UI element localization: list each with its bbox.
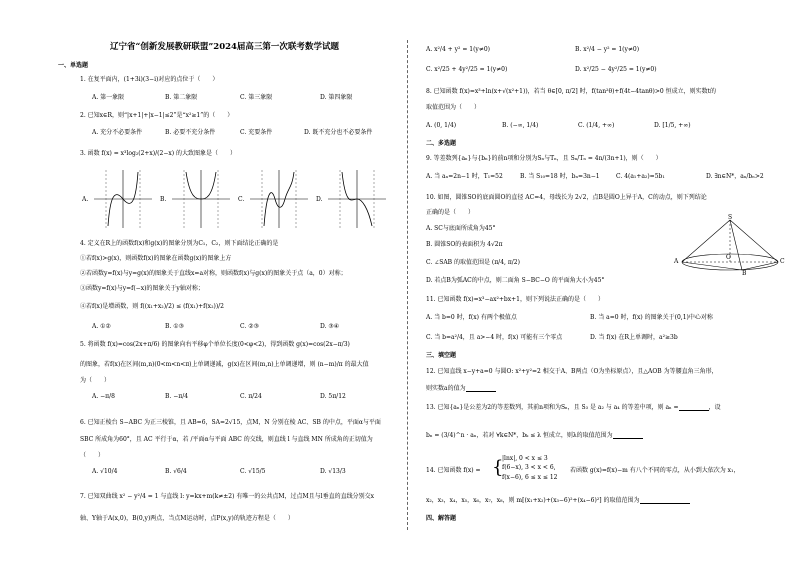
q1-option-d: D. 第四象限 [320,94,353,101]
q2-option-b: B. 必要不充分条件 [165,129,216,136]
q7-option-c: C. x²/25 + 4y²/25 = 1(y≠0) [426,66,508,73]
q11-option-a: A. 当 b=0 时，f(x) 有两个极值点 [426,314,517,321]
q3-label-c: C. [238,196,245,203]
q13-suffix: ，设 [708,404,721,411]
q13-answer-blank-1[interactable] [679,404,709,411]
q7-option-a: A. x²/4 + y² = 1(y≠0) [426,46,490,53]
q5-option-b: B. −π/4 [165,393,189,400]
q11-option-d: D. 当 f(x) 在R上单调时，a²≥3b [590,334,678,341]
question-13-line-2 [426,432,643,439]
q3-graph-c [248,168,310,230]
q3-graph-a [92,168,154,230]
q13-text: 13. 已知{aₙ}是公差为2的等差数列，其前n项和为Sₙ，且 S₃ 是 a₂ 与 a₄ 的等差中项，则 aₙ = [426,404,679,411]
q4-statement-3: ③函数y=f(x)与y=f(−x)的图象关于y轴对称； [80,285,204,292]
question-8-line-1: 8. 已知函数 f(x)=x³+ln(x+√(x²+1))，若当 θ∈[0, π/2] 时，f(tan²θ)+f(4t−4tanθ)>0 恒成立，则实数t的 [426,88,717,95]
question-11: 11. 已知函数 f(x)=x³−ax²+bx+1，则下列说法正确的是（ ） [426,296,604,303]
section-single-choice: 一、单选题 [58,62,89,69]
q9-option-c: C. 4(a₁+a₂)=5b₁ [616,173,665,180]
q3-graph-d [326,168,388,230]
q8-option-b: B. (−∞, 1/4) [502,122,539,129]
q6-option-d: D. √13/3 [320,468,346,475]
q4-option-d: D. ③④ [320,323,340,330]
cone-figure [672,216,792,278]
q4-statement-1: ①若f(x)>g(x)，则函数f(x)的图象在函数g(x)的图象上方 [80,255,232,262]
question-1: 1. 在复平面内，(1+3i)(3−i)对应的点位于（ ） [80,76,219,83]
q9-option-b: B. 当 S₁₀=18 时，bₙ=3n−1 [520,173,600,180]
q14-answer-blank[interactable] [640,497,690,504]
q14-piece-2: f(6−x), 3 < x < 6, [502,464,556,471]
section-multi-choice: 二、多选题 [426,140,457,147]
q1-option-c: C. 第三象限 [240,94,273,101]
q3-graph-b [170,168,232,230]
cone-label-c: C [780,258,785,265]
q3-label-d: D. [316,196,323,203]
question-6-line-2: SBC 所成角为60°，且 AC 平行于α，若 /平面α与平面 ABC 的交线，则直线 l 与直线 MN 所成角的正切值为 [80,436,373,443]
q1-option-b: B. 第二象限 [165,94,198,101]
q1-option-a: A. 第一象限 [92,94,125,101]
question-14-intro: 14. 已知函数 f(x) = [426,467,481,474]
q3-label-a: A. [82,196,89,203]
q10-option-c: C. ∠SAB 的取值范围是 (π/4, π/2) [426,259,520,266]
question-2: 2. 已知x∈R，则“|x+1|+|x−1|≤2”是“x²≥1”的（ ） [80,112,234,119]
cone-label-a: A [674,258,679,265]
q4-statement-4: ④若f(x)是增函数，则 f((x₁+x₂)/2) ≤ (f(x₁)+f(x₂))/2 [80,303,224,310]
question-3: 3. 函数 f(x) = x³log₂(2+x)/(2−x) 的大致图象是（ ） [80,150,236,157]
question-5-line-1: 5. 将函数 f(x)=cos(2x+π/6) 的图象向右平移φ个单位长度(0<φ<2)，得到函数 g(x)=cos(2x−π/3) [80,341,350,348]
q6-option-b: B. √6/4 [165,468,187,475]
q2-option-a: A. 充分不必要条件 [92,129,143,136]
q4-statement-2: ②若函数y=f(x)与y=g(x)的图象关于直线x=a对称，则函数f(x)与g(x)的图象关于点（a，0）对称； [80,270,347,277]
q5-option-d: D. 5π/12 [320,393,346,400]
right-column [410,0,794,562]
q5-option-a: A. −π/8 [92,393,115,400]
q7-option-b: B. x²/4 − y² = 1(y≠0) [575,46,640,53]
q8-option-a: A. (0, 1/4) [426,122,457,129]
q10-option-a: A. SC与底面所成角为45° [426,225,496,232]
q11-option-b: B. 当 a=0 时，f(x) 的图象关于(0,1)中心对称 [590,314,713,321]
cone-label-b: B [742,270,747,277]
q2-option-d: D. 既不充分也不必要条件 [304,129,373,136]
question-12-line-2 [426,385,496,392]
q12-text: 则实数a的值为 [426,385,466,392]
question-13-line-1 [426,404,721,411]
q4-option-b: B. ①③ [165,323,184,330]
q9-option-d: D. ∃n∈N*，aₙ/bₙ>2 [706,173,764,180]
q9-option-a: A. 当 aₙ=2n−1 时，T₁=52 [426,173,503,180]
q4-option-a: A. ①② [92,323,111,330]
question-14-tail: 若函数 g(x)=f(x)−m 有八个不同的零点，从小到大依次为 x₁， [570,467,740,474]
q6-option-a: A. √10/4 [92,468,118,475]
question-10-line-1: 10. 如图，圆锥SO的底面圆O的直径 AC=4，母线长为 2√2，点B是圆O上异于A，C的动点，则下列结论 [426,194,707,201]
q10-option-b: B. 圆锥SO的表面积为 4√2π [426,241,503,248]
q4-option-c: C. ②③ [240,323,259,330]
question-5-line-2: 的图象，若f(x)在区间(m,n)(0<m<n<π)上单调递减，g(x)在区间(m,n)上单调递增，则 (n−m)/π 的最大值 [80,361,369,368]
q8-option-d: D. [1/5, +∞) [654,122,691,129]
section-fill-blank: 三、填空题 [426,352,457,359]
q14-piece-1: |lnx|, 0 < x ≤ 3 [502,455,548,462]
section-solutions: 四、解答题 [426,515,457,522]
q7-option-d: D. x²/25 − 4y²/25 = 1(y≠0) [575,66,657,73]
question-12-line-1: 12. 已知直线 x−y+a=0 与圆O: x²+y²=2 相交于A、B两点（O为坐标原点），且△AOB 为等腰直角三角形， [426,368,718,375]
question-6-line-3: （ ） [80,452,105,459]
q11-option-c: C. 当 b=a²/4，且 a>−4 时，f(x) 可能有三个零点 [426,334,563,341]
left-column [0,0,390,562]
question-9: 9. 等差数列{aₙ}与{bₙ}的前n项和分别为Sₙ与Tₙ，且 Sₙ/Tₙ = 4n/(3n+1)，则（ ） [426,155,662,162]
question-7-line-2: 轴、Y轴于A(x,0)，B(0,y)两点，当点M运动时，点P(x,y)的轨迹方程是（ ） [80,515,294,522]
question-5-line-3: 为（ ） [80,377,111,384]
column-divider [407,40,408,530]
q14-piece-3: f(x−6), 6 ≤ x ≤ 12 [502,474,558,481]
q13-answer-blank-2[interactable] [613,432,643,439]
question-6-line-1: 6. 已知正棱台 S−ABC 为正三棱锥，且 AB=6，SA=2√15，点M，N 分别在棱 AC、SB 的中点，平面α与平面 [80,419,381,426]
q3-label-b: B. [160,196,167,203]
question-10-line-2: 正确的是（ ） [426,209,475,216]
question-7-line-1: 7. 已知双曲线 x² − y²/4 = 1 与直线 l: y=kx+m(k≠±2) 有唯一的公共点M，过点M且与l垂直的直线分别交x [80,493,374,500]
q10-option-d: D. 若点B为弧AC的中点，则二面角 S−BC−O 的平面角大小为45° [426,277,605,284]
question-8-line-2: 取值范围为（ ） [426,104,481,111]
question-4: 4. 定义在R上的函数f(x)和g(x)的图象分别为C₁，C₂，则下面结论正确的是 [80,240,279,247]
q12-answer-blank[interactable] [466,385,496,392]
q14-brace: { [492,457,504,478]
cone-label-s: S [728,214,733,221]
cone-label-o: O [726,254,731,261]
q13-text-2: bₙ = (3/4)^n · aₙ，若对 ∀k∈N*，bₖ ≤ λ 恒成立，则λ的取值范围为 [426,432,613,439]
q8-option-c: C. (1/4, +∞) [578,122,615,129]
q6-option-c: C. √15/5 [240,468,266,475]
question-14-line-2 [426,497,690,504]
q5-option-c: C. π/24 [240,393,262,400]
q14-text: x₂，x₃，x₄，x₅，x₆，x₇，x₈，则 m[(x₁+x₂)+(x₃−6)²+(x₄−6)²] 的取值范围为 [426,497,640,504]
q2-option-c: C. 充要条件 [240,129,273,136]
exam-title: 辽宁省“创新发展教研联盟”2024届高三第一次联考数学试题 [110,42,339,52]
